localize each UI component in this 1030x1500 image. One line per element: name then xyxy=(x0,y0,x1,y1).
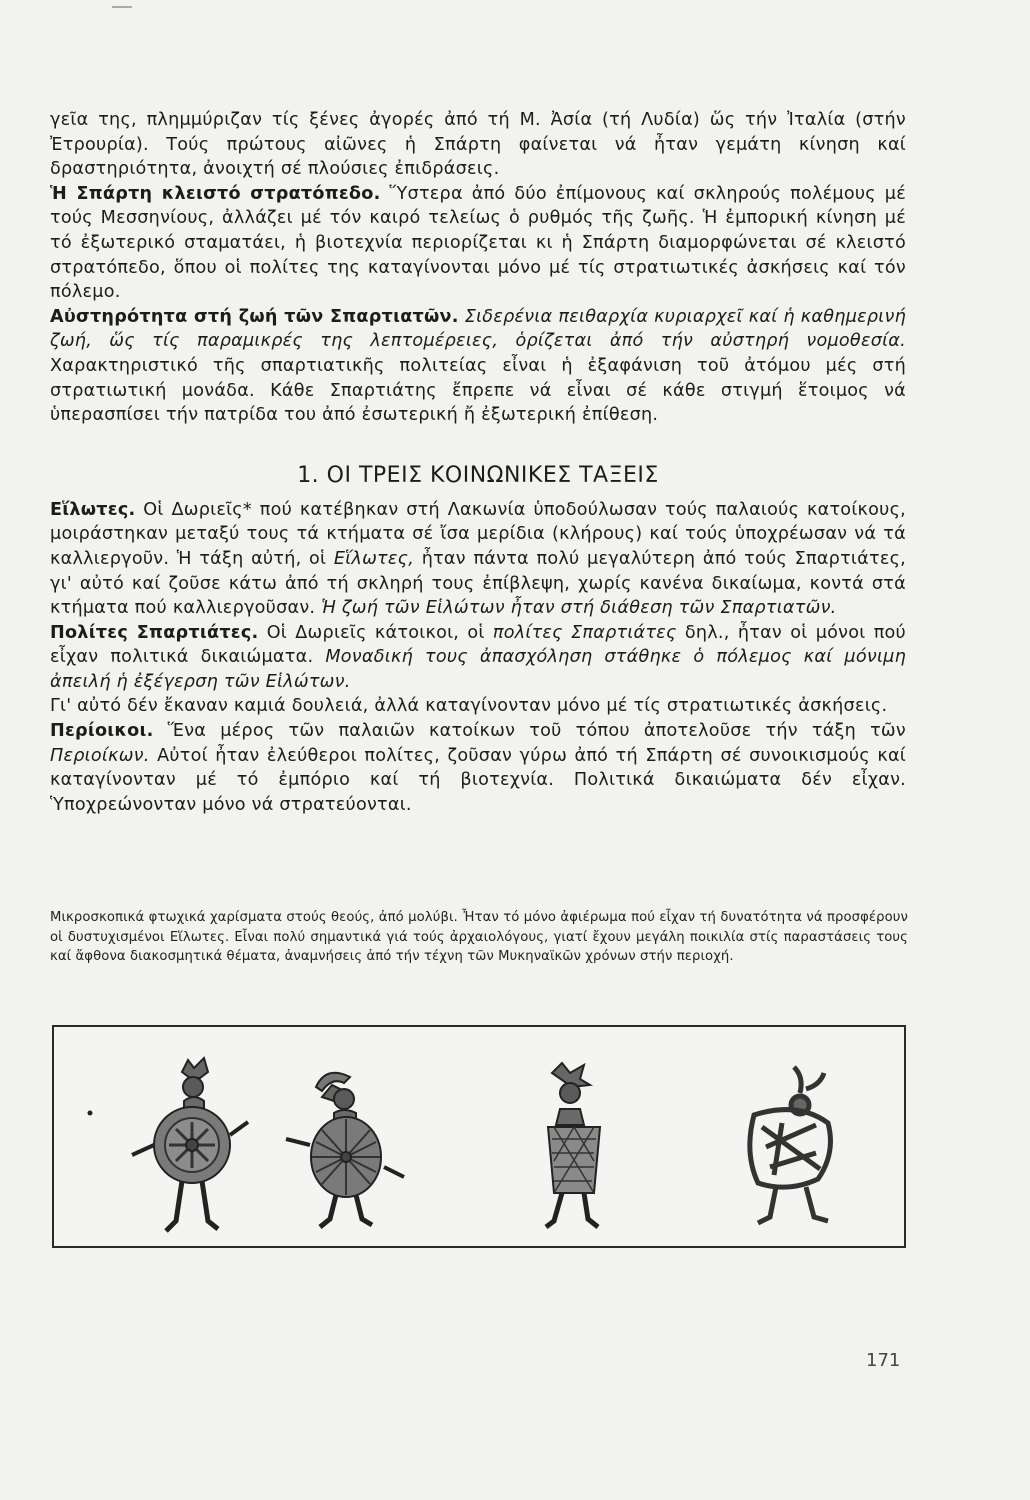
paragraph-citizens xyxy=(50,621,906,695)
heading-perioikoi: Περίοικοι. xyxy=(50,721,154,742)
heading-helots: Εἵλωτες. xyxy=(50,499,136,520)
figurines-illustration xyxy=(54,1027,904,1246)
figurine-lattice-robe xyxy=(546,1063,600,1227)
perioikoi-term: Περιοίκων. xyxy=(50,745,150,766)
paragraph-perioikoi xyxy=(50,719,906,817)
citizens-term: πολίτες Σπαρτιάτες xyxy=(492,622,677,643)
figurine-round-shield xyxy=(286,1073,404,1227)
helots-text-2: ἦταν πάντα πολύ μεγαλύτερη ἀπό τούς Σπαρτιάτες, γι' αὐτό καί ζοῦσε κάτω ἀπό τή σκληρή τους ἐπίβλεψη, χωρίς κανένα δικαίωμα, κοντά στά κτήματα πού καλλιεργοῦσαν. xyxy=(50,548,906,619)
closed-camp-text: Ὕστερα ἀπό δύο ἐπίμονους καί σκληρούς πολέμους μέ τούς Μεσσηνίους, ἀλλάζει μέ τόν καιρό τελείως ὁ ρυθμός τῆς ζωῆς. Ἡ ἐμπορική κίνηση μέ τό ἐξωτερικό σταματάει, ἡ βιοτεχνία περιορίζεται κι ἡ Σπάρτη διαμορφώνεται σέ κλειστό στρατόπεδο, ὅπου οἱ πολίτες της καταγίνονται μόνο μέ τίς στρατιωτικές ἀσκήσεις καί τόν πόλεμο. xyxy=(50,183,906,303)
strictness-text: Χαρακτηριστικό τῆς σπαρτιατικῆς πολιτείας εἶναι ἡ ἐξαφάνιση τοῦ ἀτόμου μές στή στρατιωτική μονάδα. Κάθε Σπαρτιάτης ἔπρεπε νά εἶναι σέ κάθε στιγμή ἕτοιμος νά ὑπερασπίσει τήν πατρίδα του ἀπό ἐσωτερική ἤ ἐξωτερική ἐπίθεση. xyxy=(50,355,906,426)
citizens-text-1: Οἱ Δωριεῖς κάτοικοι, οἱ xyxy=(266,622,485,643)
heading-citizens: Πολίτες Σπαρτιάτες. xyxy=(50,622,259,643)
perioikoi-text-2: Αὐτοί ἦταν ἐλεύθεροι πολίτες, ζοῦσαν γύρω ἀπό τή Σπάρτη σέ συνοικισμούς καί καταγίνονταν μέ τό ἐμπόριο καί τή βιοτεχνία. Πολιτικά δικαιώματα δέν εἶχαν. Ὑποχρεώνονταν μόνο νά στρατεύονται. xyxy=(50,745,907,815)
citizens-text-3: Γι' αὐτό δέν ἔκαναν καμιά δουλειά, ἀλλά καταγίνονταν μόνο μέ τίς στρατιωτικές ἀσκήσεις. xyxy=(50,696,888,717)
helots-term: Εἵλωτες, xyxy=(333,548,415,569)
lead-figurines-photo xyxy=(52,1025,906,1248)
citizens-text-2: δηλ., ἦταν οἱ μόνοι πού εἶχαν πολιτικά δικαιώματα. xyxy=(50,622,906,668)
helots-italic-text: Ἡ ζωή τῶν Εἱλώτων ἦταν στή διάθεση τῶν Σπαρτιατῶν. xyxy=(321,598,837,619)
paragraph-strictness xyxy=(50,305,906,428)
paragraph-citizens-exercise xyxy=(50,694,906,719)
caption-text: Μικροσκοπικά φτωχικά χαρίσματα στούς θεούς, ἀπό μολύβι. Ἦταν τό μόνο ἀφιέρωμα πού εἶχαν τή δυνατότητα νά προσφέρουν οἱ δυστυχισμένοι Εἵλωτες. Εἶναι πολύ σημαντικά γιά τούς ἀρχαιολόγους, γιατί ἔχουν μεγάλη ποικιλία στίς παραστάσεις τους καί ἄφθονα διακοσμητικά θέματα, ἀναμνήσεις ἀπό τήν τέχνη τῶν Μυκηναϊκῶν χρόνων στήν περιοχή. xyxy=(50,910,908,964)
perioikoi-text-1: Ἕνα μέρος τῶν παλαιῶν κατοίκων τοῦ τόπου ἀποτελοῦσε τήν τάξη τῶν xyxy=(167,721,906,742)
section-title: 1. ΟΙ ΤΡΕΙΣ ΚΟΙΝΩΝΙΚΕΣ ΤΑΞΕΙΣ xyxy=(297,462,659,488)
scan-mark xyxy=(112,6,132,8)
citizens-italic-text: Μοναδική τους ἀπασχόληση στάθηκε ὁ πόλεμος καί μόνιμη ἀπειλή ἡ ἐξέγερση τῶν Εἱλώτων. xyxy=(50,647,907,692)
figurine-rosette-shield xyxy=(132,1058,248,1231)
paragraph-closed-camp xyxy=(50,182,906,305)
page-number: 171 xyxy=(866,1350,901,1371)
figurine-openwork xyxy=(750,1067,831,1223)
paragraph-helots xyxy=(50,498,906,621)
heading-closed-camp: Ἡ Σπάρτη κλειστό στρατόπεδο. xyxy=(50,183,381,204)
figure-caption xyxy=(50,908,908,967)
strictness-italic-text: Σιδερένια πειθαρχία κυριαρχεῖ καί ἡ καθημερινή ζωή, ὥς τίς παραμικρές της λεπτομέρειες, ὁρίζεται ἀπό τήν αὐστηρή νομοθεσία. xyxy=(50,306,906,352)
intro-text: γεῖα της, πλημμύριζαν τίς ξένες ἀγορές ἀπό τή Μ. Ἀσία (τή Λυδία) ὥς τήν Ἰταλία (στήν Ἐτρουρία). Τούς πρώτους αἰῶνες ἡ Σπάρτη φαίνεται νά ἦταν γεμάτη κίνηση καί δραστηριότητα, ἀνοιχτή σέ πλούσιες ἐπιδράσεις. xyxy=(50,110,906,180)
heading-strictness: Αὐστηρότητα στή ζωή τῶν Σπαρτιατῶν. xyxy=(50,306,459,327)
paragraph-intro xyxy=(50,108,906,182)
dust-speck xyxy=(88,1111,93,1116)
main-text xyxy=(50,108,906,817)
helots-text-1: Οἱ Δωριεῖς* πού κατέβηκαν στή Λακωνία ὑποδούλωσαν τούς παλαιούς κατοίκους, μοιράστηκαν μεταξύ τους τά κτήματα σέ ἴσα μερίδια (κλήρους) καί τούς ὑποχρέωσαν νά τά καλλιεργοῦν. Ἡ τάξη αὐτή, οἱ xyxy=(50,499,907,569)
